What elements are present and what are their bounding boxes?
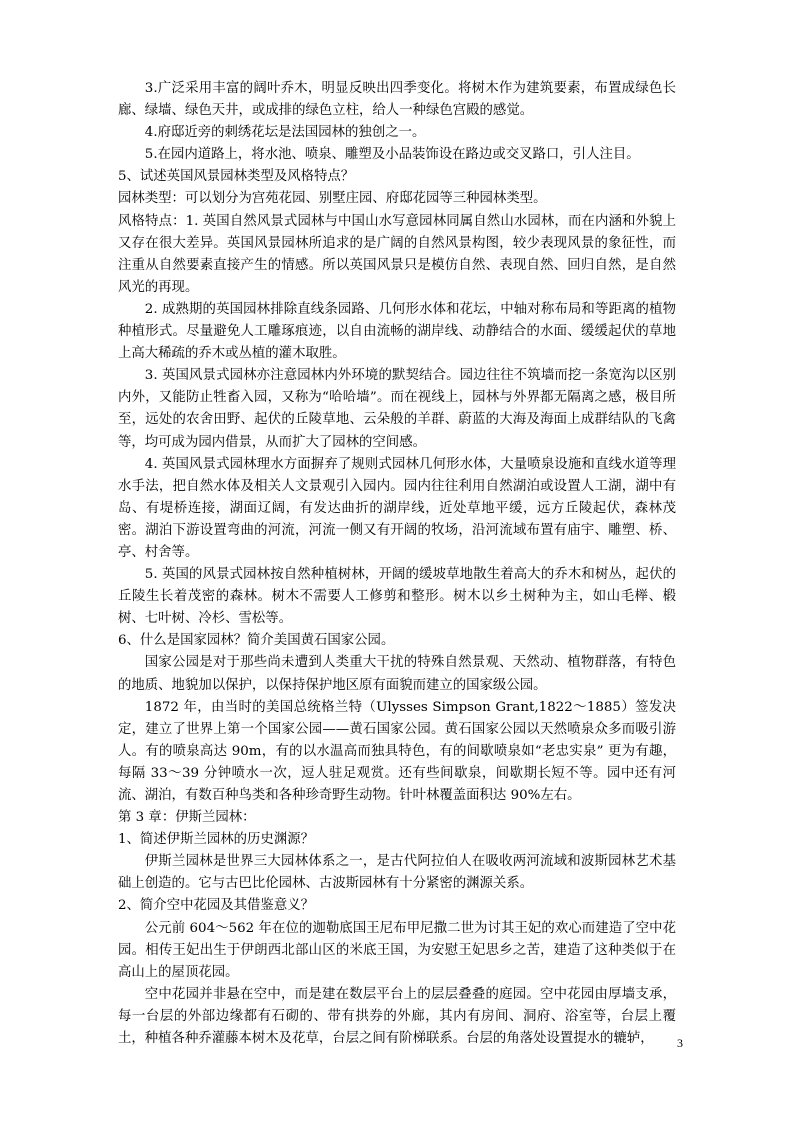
paragraph-yellowstone: 1872 年，由当时的美国总统格兰特（Ulysses Simpson Grant,1822～1885）签发决定，建立了世界上第一个国家公园——黄石国家公园。黄石国家公园以天然喷泉众多而吸引游人。有的喷泉高达 90m，有的以水温高而独具特色，有的间歇喷泉如“老忠实泉” 更为有趣，每隔 33～39 分钟喷水一次，逗人驻足观赏。还有些间歇泉，间歇期长短不等。园中还有河流、湖泊，有数百种鸟类和各种珍奇野生动物。针叶林覆盖面积达 90%左右。 <box>118 699 676 803</box>
paragraph-hanging-garden-structure: 空中花园并非悬在空中，而是建在数层平台上的层层叠叠的庭园。空中花园由厚墙支承，每一台层的外部边缘都有石砌的、带有拱券的外廊，其内有房间、洞府、浴室等，台层上覆土，种植各种乔灌藤本树木及花草，台层之间有阶梯联系。台层的角落处设置提水的辘轳， <box>118 986 676 1047</box>
paragraph-islamic-origin: 伊斯兰园林是世界三大园林体系之一，是古代阿拉伯人在吸收两河流域和波斯园林艺术基础上创造的。它与古巴比伦园林、古波斯园林有十分紧密的渊源关系。 <box>118 854 676 892</box>
page-number: 3 <box>677 1036 683 1050</box>
paragraph-style-features-3: 3. 英国风景式园林亦注意园林内外环境的默契结合。园边往往不筑墙而挖一条宽沟以区别内外，又能防止牲畜入园，又称为“哈哈墙”。而在视线上，园林与外界都无隔离之感，极目所至，远处的农舍田野、起伏的丘陵草地、云朵般的羊群、蔚蓝的大海及海面上成群结队的飞禽等，均可成为园内借景，从而扩大了园林的空间感。 <box>118 368 676 450</box>
question-national-park: 6、什么是国家园林？简介美国黄石国家公园。 <box>118 633 395 649</box>
paragraph-road-features: 5.在园内道路上，将水池、喷泉、雕塑及小品装饰设在路边或交叉路口，引人注目。 <box>144 147 640 163</box>
question-islamic-origin: 1、简述伊斯兰园林的历史渊源？ <box>118 832 314 848</box>
question-english-garden: 5、试述英国风景园林类型及风格特点？ <box>118 169 355 185</box>
chapter-heading-islamic-garden: 第 3 章：伊斯兰园林： <box>118 810 256 826</box>
question-hanging-garden: 2、简介空中花园及其借鉴意义？ <box>118 898 314 914</box>
paragraph-garden-types: 园林类型：可以划分为宫苑花园、别墅庄园、府邸花园等三种园林类型。 <box>118 191 547 207</box>
paragraph-style-features-4: 4. 英国风景式园林理水方面摒弃了规则式园林几何形水体，大量喷泉设施和直线水道等理水手法，把自然水体及相关人文景观引入园内。园内往往利用自然湖泊或设置人工湖，湖中有岛、有堤桥连接，湖面辽阔，有发达曲折的湖岸线，近处草地平缓，远方丘陵起伏，森林茂密。湖泊下游设置弯曲的河流，河流一侧又有开阔的牧场，沿河流域布置有庙宇、雕塑、桥、亭、村舍等。 <box>118 456 676 560</box>
paragraph-style-features-1: 风格特点：1. 英国自然风景式园林与中国山水写意园林同属自然山水园林，而在内涵和外貌上又存在很大差异。英国风景园林所追求的是广阔的自然风景构图，较少表现风景的象征性，而注重从自然要素直接产生的情感。所以英国风景只是模仿自然、表现自然、回归自然，是自然风光的再现。 <box>118 213 676 295</box>
paragraph-forest-trees: 3.广泛采用丰富的阔叶乔木，明显反映出四季变化。将树木作为建筑要素，布置成绿色长廊、绿墙、绿色天井，或成排的绿色立柱，给人一种绿色宫殿的感觉。 <box>118 81 676 119</box>
document-page <box>118 78 676 1047</box>
paragraph-embroidery-parterre: 4.府邸近旁的刺绣花坛是法国园林的独创之一。 <box>144 125 426 141</box>
paragraph-style-features-2: 2. 成熟期的英国园林排除直线条园路、几何形水体和花坛，中轴对称布局和等距离的植物种植形式。尽量避免人工雕琢痕迹，以自由流畅的湖岸线、动静结合的水面、缓缓起伏的草地上高大稀疏的乔木或丛植的灌木取胜。 <box>118 301 676 362</box>
paragraph-style-features-5: 5. 英国的风景式园林按自然种植树林，开阔的缓坡草地散生着高大的乔木和树丛，起伏的丘陵生长着茂密的森林。树木不需要人工修剪和整形。树木以乡土树种为主，如山毛榉、椴树、七叶树、冷杉、雪松等。 <box>118 567 676 627</box>
paragraph-hanging-garden-history: 公元前 604～562 年在位的迦勒底国王尼布甲尼撒二世为讨其王妃的欢心而建造了空中花园。相传王妃出生于伊朗西北部山区的米底王国，为安慰王妃思乡之苦，建造了这种类似于在高山上的屋顶花园。 <box>118 920 676 980</box>
paragraph-national-park-definition: 国家公园是对于那些尚未遭到人类重大干扰的特殊自然景观、天然动、植物群落，有特色的地质、地貌加以保护，以保持保护地区原有面貌而建立的国家级公园。 <box>118 655 676 693</box>
